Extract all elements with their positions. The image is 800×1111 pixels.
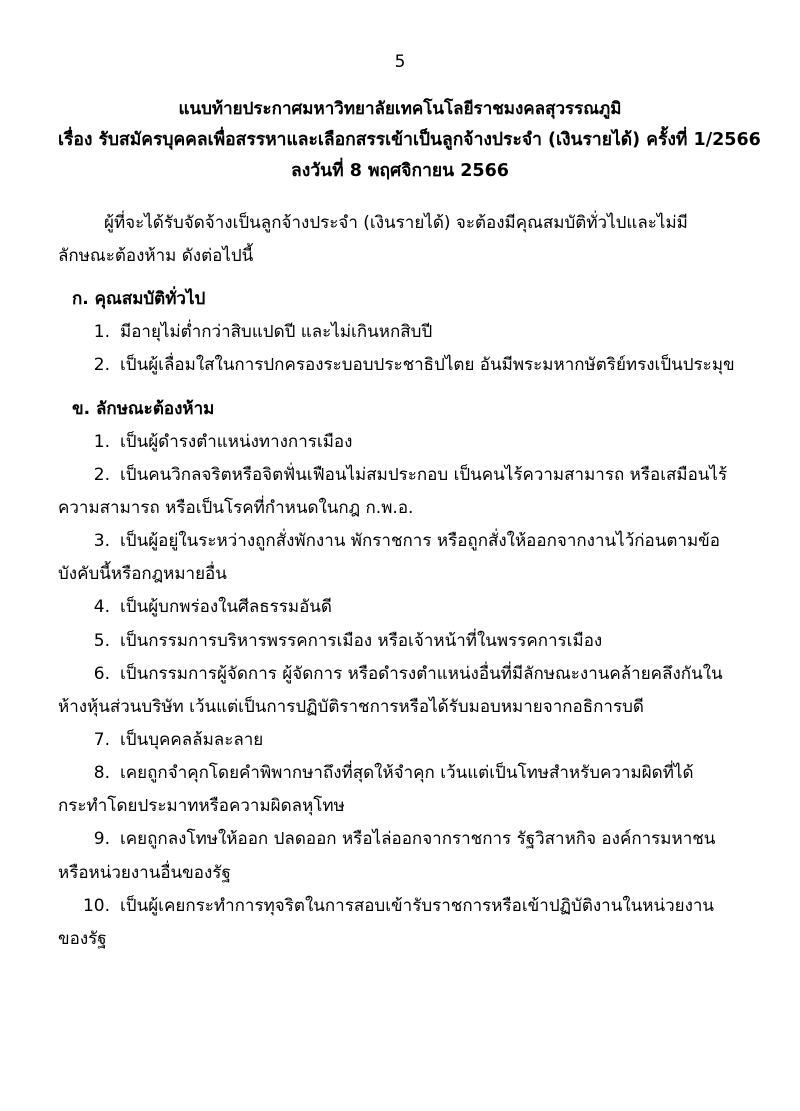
list-item: [58, 658, 742, 724]
list-item-number: 4.: [93, 597, 110, 618]
list-item: [58, 459, 742, 525]
list-item: [58, 316, 742, 349]
title-line-1: แนบท้ายประกาศมหาวิทยาลัยเทคโนโลยีราชมงคลสุวรรณภูมิ: [178, 99, 622, 120]
list-item-number: 3.: [93, 531, 110, 552]
list-item: [58, 426, 742, 459]
list-item-text: เป็นผู้อยู่ในระหว่างถูกสั่งพักงาน พักราชการ หรือถูกสั่งให้ออกจากงานไว้ก่อนตามข้อบังคับนี้หรือกฎหมายอื่น: [58, 531, 720, 585]
list-item-text: เป็นคนวิกลจริตหรือจิตฟั่นเฟือนไม่สมประกอบ เป็นคนไร้ความสามารถ หรือเสมือนไร้ความสามารถ หรือเป็นโรคที่กำหนดในกฎ ก.พ.อ.: [58, 464, 728, 519]
list-item-text: เป็นผู้เลื่อมใสในการปกครองระบอบประชาธิปไตย อันมีพระมหากษัตริย์ทรงเป็นประมุข: [120, 355, 735, 376]
list-item-number: 6.: [93, 663, 110, 684]
title-line-3: ลงวันที่ 8 พฤศจิกายน 2566: [291, 160, 509, 181]
list-item: [58, 525, 742, 591]
list-item: [58, 349, 742, 382]
list-item-number: 1.: [93, 431, 110, 452]
list-item-number: 8.: [93, 763, 110, 784]
list-item-number: 2.: [93, 355, 110, 376]
intro-paragraph: ผู้ที่จะได้รับจัดจ้างเป็นลูกจ้างประจำ (เงินรายได้) จะต้องมีคุณสมบัติทั่วไปและไม่มีลักษณะต้องห้าม ดังต่อไปนี้: [58, 212, 688, 267]
list-item-text: เป็นผู้บกพร่องในศีลธรรมอันดี: [120, 597, 332, 618]
section-heading-b: ข. ลักษณะต้องห้าม: [72, 398, 215, 419]
section-heading-a: ก. คุณสมบัติทั่วไป: [72, 289, 206, 310]
list-item-text: เป็นบุคคลล้มละลาย: [120, 730, 264, 751]
list-item: [58, 757, 742, 823]
list-section-a: [58, 316, 742, 382]
list-item: [58, 823, 742, 889]
list-section-b: [58, 426, 742, 956]
list-item-number: 1.: [93, 322, 110, 343]
list-item-text: มีอายุไม่ต่ำกว่าสิบแปดปี และไม่เกินหกสิบปี: [120, 322, 433, 343]
title-line-2: เรื่อง รับสมัครบุคคลเพื่อสรรหาและเลือกสรรเข้าเป็นลูกจ้างประจำ (เงินรายได้) ครั้งที่ 1/2566: [58, 129, 761, 150]
list-item-text: เป็นผู้เคยกระทำการทุจริตในการสอบเข้ารับราชการหรือเข้าปฏิบัติงานในหน่วยงานของรัฐ: [58, 895, 715, 949]
list-item-number: 2.: [93, 464, 110, 485]
list-item: [58, 724, 742, 757]
list-item: [58, 591, 742, 624]
list-item: [58, 890, 742, 956]
list-item-text: เคยถูกจำคุกโดยคำพิพากษาถึงที่สุดให้จำคุก เว้นแต่เป็นโทษสำหรับความผิดที่ได้กระทำโดยประมาทหรือความผิดลหุโทษ: [58, 763, 694, 817]
list-item-text: เป็นผู้ดำรงตำแหน่งทางการเมือง: [120, 431, 353, 452]
list-item-number: 10.: [82, 895, 110, 916]
document-body: [58, 207, 742, 956]
list-item-number: 5.: [93, 630, 110, 651]
document-title-block: [58, 94, 761, 187]
page-number: 5: [394, 52, 406, 72]
section-general-qualifications: [58, 283, 742, 382]
list-item-number: 7.: [93, 730, 110, 751]
list-item-text: เป็นกรรมการบริหารพรรคการเมือง หรือเจ้าหน้าที่ในพรรคการเมือง: [120, 630, 603, 651]
section-prohibited-characteristics: [58, 393, 742, 956]
list-item-text: เป็นกรรมการผู้จัดการ ผู้จัดการ หรือดำรงตำแหน่งอื่นที่มีลักษณะงานคล้ายคลึงกันในห้างหุ้นส่วนบริษัท เว้นแต่เป็นการปฏิบัติราชการหรือได้รับมอบหมายจากอธิการบดี: [58, 663, 723, 717]
list-item-number: 9.: [93, 829, 110, 850]
list-item: [58, 625, 742, 658]
list-item-text: เคยถูกลงโทษให้ออก ปลดออก หรือไล่ออกจากราชการ รัฐวิสาหกิจ องค์การมหาชนหรือหน่วยงานอื่นของรัฐ: [58, 829, 716, 883]
